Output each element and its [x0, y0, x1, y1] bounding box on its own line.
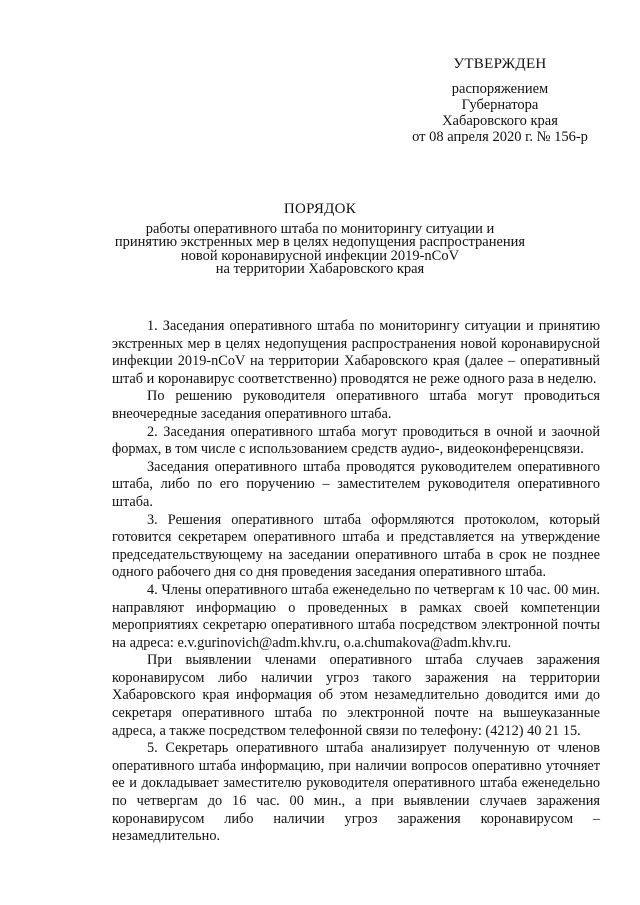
title-line-1: работы оперативного штаба по мониторингу ситуации и — [145, 220, 495, 237]
approval-line-order: распоряжением — [451, 81, 549, 97]
title-line-4: на территории Хабаровского края — [215, 261, 425, 277]
approval-stamp — [380, 56, 620, 145]
approval-line-date: от 08 апреля 2020 г. № 156-р — [412, 129, 588, 145]
approval-line-governor: Губернатора — [461, 97, 539, 113]
document-title: ПОРЯДОК — [283, 201, 357, 217]
paragraph-6: 4. Члены оперативного штаба еженедельно по четвергам к 10 час. 00 мин. направляют информацию о проведенных в рамках своей компетенции мероприятиях секретарю оперативного штаба посредством электронной почты на адреса: e.v.gurinovich@adm.khv.ru, o.a.chumakova@adm.khv.ru. — [112, 581, 600, 651]
paragraph-5: 3. Решения оперативного штаба оформляются протоколом, который готовится секретарем оперативного штаба и представляется на утверждение председательствующему на заседании оперативного штаба в срок не позднее одного рабочего дня со дня проведения заседания оперативного штаба. — [112, 511, 600, 581]
approved-heading: УТВЕРЖДЕН — [453, 56, 547, 72]
document-body — [112, 318, 600, 846]
title-line-3: новой коронавирусной инфекции 2019-nCoV — [180, 247, 460, 264]
paragraph-8: 5. Секретарь оперативного штаба анализирует полученную от членов оперативного штаба информацию, при наличии вопросов оперативно уточняет ее и докладывает заместителю руководителя оперативного штаба еженедельно по четвергам до 16 час. 00 мин., а при выявлении случаев заражения коронавирусом либо наличии угроз заражения коронавирусом – незамедлительно. — [112, 740, 600, 845]
paragraph-1: 1. Заседания оперативного штаба по мониторингу ситуации и принятию экстренных мер в целях недопущения распространения новой коронавирусной инфекции 2019-nCoV на территории Хабаровского края (далее – оперативный штаб и коронавирус соответственно) проводятся не реже одного раза в неделю. — [112, 318, 600, 387]
title-line-2: принятию экстренных мер в целях недопущения распространения — [114, 234, 526, 250]
paragraph-4: Заседания оперативного штаба проводятся руководителем оперативного штаба, либо по его поручению – заместителем руководителя оперативного штаба. — [112, 458, 600, 510]
approval-line-region: Хабаровского края — [442, 113, 558, 129]
paragraph-7: При выявлении членами оперативного штаба случаев заражения коронавирусом либо наличии угроз такого заражения на территории Хабаровского края информация об этом незамедлительно доводится ими до секретаря оперативного штаба по электронной почте на вышеуказанные адреса, а также посредством телефонной связи по телефону: (4212) 40 21 15. — [112, 652, 600, 739]
paragraph-2: По решению руководителя оперативного штаба могут проводиться внеочередные заседания оперативного штаба. — [112, 388, 600, 422]
paragraph-3: 2. Заседания оперативного штаба могут проводиться в очной и заочной формах, в том числе с использованием средств аудио-, видеоконференцсвязи. — [112, 423, 600, 458]
document-title-block — [90, 203, 550, 277]
